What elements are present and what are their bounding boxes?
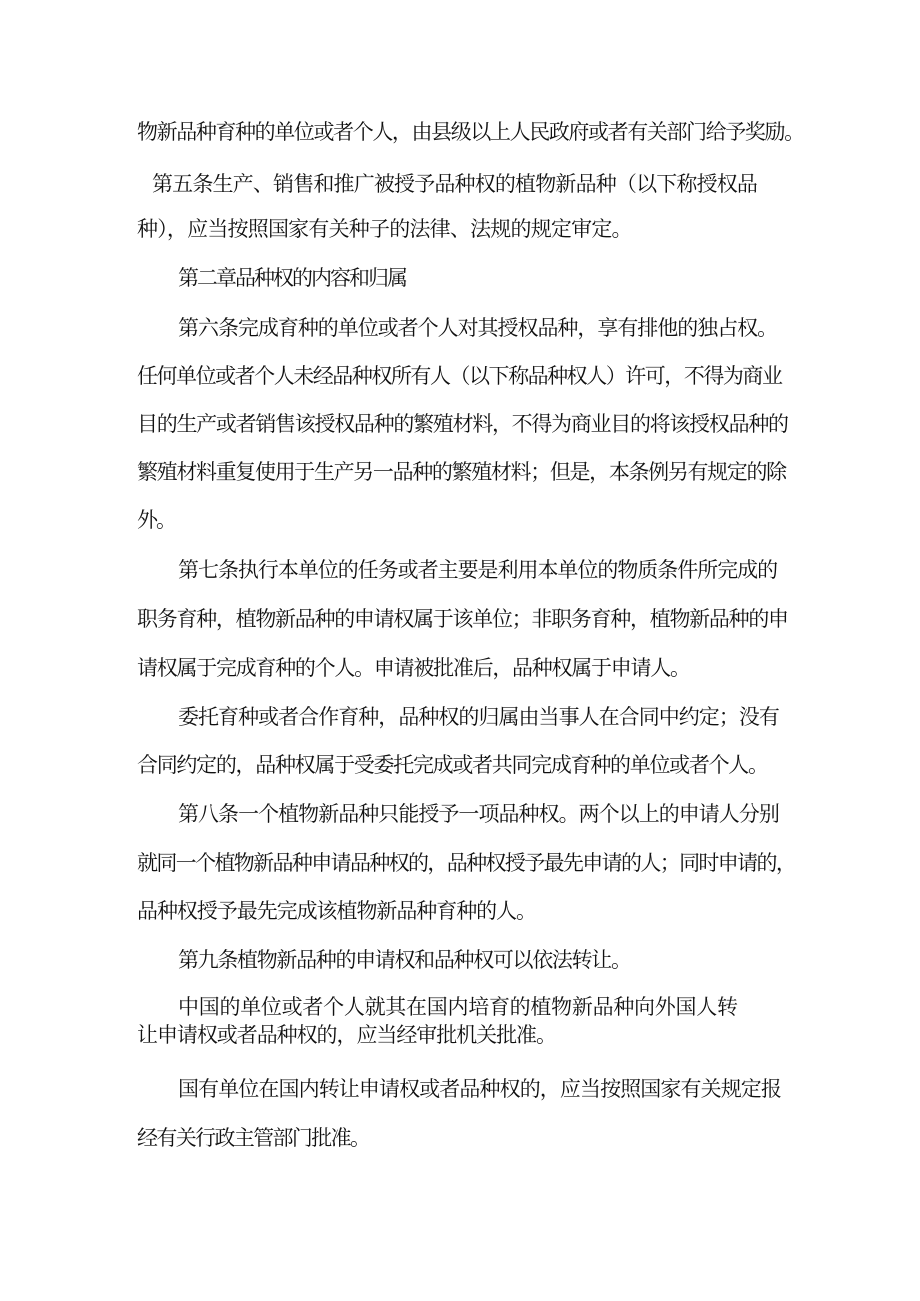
section-heading: 第二章品种权的内容和归属 bbox=[178, 266, 406, 290]
text-line: 合同约定的，品种权属于受委托完成或者共同完成育种的单位或者个人。 bbox=[137, 753, 768, 777]
text-line: 职务育种，植物新品种的申请权属于该单位；非职务育种，植物新品种的申 bbox=[137, 607, 788, 631]
text-line: 第九条植物新品种的申请权和品种权可以依法转让。 bbox=[178, 948, 631, 972]
text-line: 委托育种或者合作育种，品种权的归属由当事人在合同中约定；没有 bbox=[178, 705, 779, 729]
text-line: 品种权授予最先完成该植物新品种育种的人。 bbox=[137, 899, 536, 923]
text-line: 国有单位在国内转让申请权或者品种权的，应当按照国家有关规定报 bbox=[178, 1077, 781, 1101]
text-line: 第六条完成育种的单位或者个人对其授权品种，享有排他的独占权。 bbox=[178, 316, 778, 340]
text-line: 第八条一个植物新品种只能授予一项品种权。两个以上的申请人分别 bbox=[178, 802, 779, 826]
text-line: 任何单位或者个人未经品种权所有人（以下称品种权人）许可，不得为商业 bbox=[137, 364, 782, 388]
text-line: 物新品种育种的单位或者个人，由县级以上人民政府或者有关部门给予奖励。 bbox=[137, 120, 804, 144]
text-line: 种），应当按照国家有关种子的法律、法规的规定审定。 bbox=[137, 217, 632, 241]
text-line: 就同一个植物新品种申请品种权的，品种权授予最先申请的人；同时申请的， bbox=[137, 851, 796, 875]
text-line: 请权属于完成育种的个人。申请被批准后，品种权属于申请人。 bbox=[137, 656, 690, 680]
text-line: 目的生产或者销售该授权品种的繁殖材料，不得为商业目的将该授权品种的 bbox=[137, 412, 788, 436]
text-line: 中国的单位或者个人就其在国内培育的植物新品种向外国人转 bbox=[178, 995, 738, 1019]
text-line: 繁殖材料重复使用于生产另一品种的繁殖材料；但是，本条例另有规定的除 bbox=[137, 460, 786, 484]
text-line: 第七条执行本单位的任务或者主要是利用本单位的物质条件所完成的 bbox=[178, 558, 778, 582]
text-line: 外。 bbox=[137, 508, 175, 532]
text-line: 经有关行政主管部门批准。 bbox=[137, 1126, 370, 1150]
text-line: 让申请权或者品种权的，应当经审批机关批准。 bbox=[137, 1023, 556, 1047]
text-line: 第五条生产、销售和推广被授予品种权的植物新品种（以下称授权品 bbox=[152, 172, 758, 196]
